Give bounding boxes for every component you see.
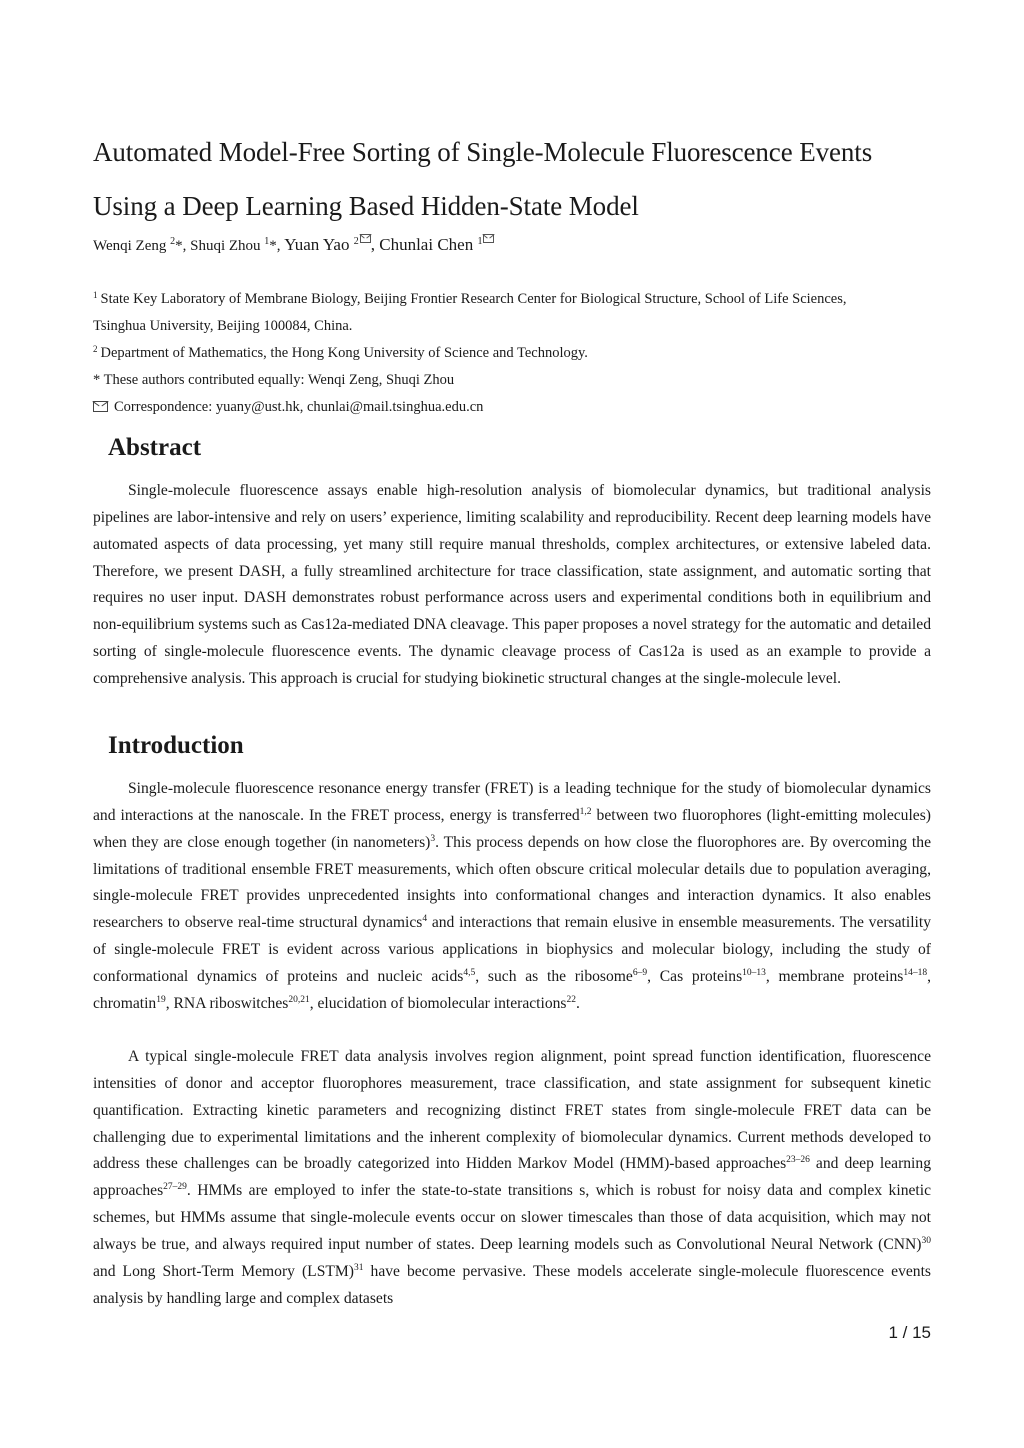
body-text: Single-molecule fluorescence resonance energy transfer (FRET) is a leading technique for the study of biomolecular dynamics and interactions at the nanoscale. In the FRET process, energy is transferred <box>93 780 931 824</box>
equal-contribution-mark: *, <box>269 238 285 254</box>
body-text: , membrane proteins <box>765 967 904 985</box>
author-affiliation-mark: 2 <box>170 236 176 247</box>
citation-superscript: 1,2 <box>579 806 592 817</box>
envelope-icon <box>360 234 371 243</box>
envelope-icon <box>93 401 108 412</box>
citation-superscript: 6–9 <box>632 967 648 978</box>
body-text: , chromatin <box>93 967 932 1012</box>
author-list <box>93 234 494 257</box>
affiliation-text: Department of Mathematics, the Hong Kong University of Science and Technology. <box>100 345 588 361</box>
body-text: , Cas proteins <box>647 967 743 985</box>
body-text: between two fluorophores (light-emitting molecules) when they are close enough together (in nanometers) <box>93 806 931 851</box>
citation-superscript: 4 <box>422 914 428 925</box>
introduction-paragraph-1 <box>93 776 931 1018</box>
body-text: . HMMs are employed to infer the state-to-state transitions s, which is robust for noisy data and complex kinetic schemes, but HMMs assume that single-molecule events occur on slower timescales than those of data acquisition, which may not always be true, and always required input number of states. Deep learning models such as Convolutional Neural Network (CNN) <box>93 1182 931 1253</box>
citation-superscript: 27–29 <box>163 1182 187 1193</box>
citation-superscript: 30 <box>921 1235 931 1246</box>
affiliation-2 <box>93 343 588 363</box>
body-text: and deep learning approaches <box>93 1155 931 1200</box>
body-text: and interactions that remain elusive in ensemble measurements. The versatility of single-molecule FRET is evident across various applications in biophysics and molecular biology, including the study of conformational dynamics of proteins and nucleic acids <box>93 914 932 985</box>
citation-superscript: 22 <box>566 994 576 1005</box>
body-text: . This process depends on how close the fluorophores are. By overcoming the limitations of traditional ensemble FRET measurements, which often obscure critical molecular details due to population averaging, single-molecule FRET provides unprecedented insights into conformational changes and interaction dynamics. It also enables researchers to observe real-time structural dynamics <box>93 833 931 932</box>
author-affiliation-mark: 1 <box>477 236 483 247</box>
citation-superscript: 20,21 <box>288 994 310 1005</box>
correspondence-text: Correspondence: yuany@ust.hk, chunlai@mail.tsinghua.edu.cn <box>114 399 484 415</box>
author-name: Shuqi Zhou <box>190 238 265 254</box>
citation-superscript: 4,5 <box>463 967 476 978</box>
equal-contribution-mark: *, <box>175 238 191 254</box>
citation-superscript: 14–18 <box>903 967 928 978</box>
introduction-paragraph-2 <box>93 1044 931 1312</box>
equal-contribution-note: * These authors contributed equally: Wenqi Zeng, Shuqi Zhou <box>93 372 455 388</box>
citation-superscript: 10–13 <box>742 967 766 978</box>
correspondence-note <box>93 397 483 417</box>
abstract-paragraph: Single-molecule fluorescence assays enable high-resolution analysis of biomolecular dynamics, but traditional analysis pipelines are labor-intensive and rely on users’ experience, limiting scalability and reproducibility. Recent deep learning models have automated aspects of data processing, yet many still require manual thresholds, complex architectures, or extensive labeled data. Therefore, we present DASH, a fully streamlined architecture for trace classification, state assignment, and automatic sorting that requires no user input. DASH demonstrates robust performance across users and experimental conditions both in equilibrium and non-equilibrium systems such as Cas12a-mediated DNA cleavage. This paper proposes a novel strategy for the automatic and detailed sorting of single-molecule fluorescence events. The dynamic cleavage process of Cas12a is used as an example to provide a comprehensive analysis. This approach is crucial for studying biokinetic structural changes at the single-molecule level. <box>93 482 931 687</box>
title-line-1: Automated Model-Free Sorting of Single-Molecule Fluorescence Events <box>93 137 873 167</box>
author-separator: , <box>370 235 380 254</box>
citation-superscript: 31 <box>353 1262 364 1273</box>
citation-superscript: 19 <box>156 994 166 1005</box>
body-text: A typical single-molecule FRET data analysis involves region alignment, point spread function identification, fluorescence intensities of donor and acceptor fluorophores measurement, trace classification, and state assignment for subsequent kinetic quantification. Extracting kinetic parameters and recognizing distinct FRET states from single-molecule FRET data can be challenging due to experimental limitations and the inherent complexity of biomolecular dynamics. Current methods developed to address these challenges can be broadly categorized into Hidden Markov Model (HMM)-based approaches <box>93 1048 931 1173</box>
citation-superscript: 3 <box>430 833 436 844</box>
introduction-heading: Introduction <box>108 732 244 759</box>
affiliation-number: 1 <box>93 290 98 300</box>
affiliation-text: State Key Laboratory of Membrane Biology, Beijing Frontier Research Center for Biological Structure, School of Life Sciences, <box>100 291 847 307</box>
body-text: and Long Short-Term Memory (LSTM) <box>93 1262 354 1280</box>
affiliation-1-continued: Tsinghua University, Beijing 100084, China. <box>93 318 353 334</box>
page-number: 1 / 15 <box>888 1323 931 1342</box>
author-name: Yuan Yao <box>284 235 354 254</box>
body-text: . <box>575 994 580 1012</box>
envelope-icon <box>483 234 494 243</box>
author-name: Chunlai Chen <box>379 235 478 254</box>
body-text: , RNA riboswitches <box>165 994 289 1012</box>
affiliation-1 <box>93 289 847 309</box>
affiliation-number: 2 <box>93 344 98 354</box>
author-affiliation-mark: 2 <box>353 236 359 247</box>
citation-superscript: 23–26 <box>786 1155 810 1166</box>
abstract-heading: Abstract <box>108 434 202 461</box>
body-text: have become pervasive. These models accelerate single-molecule fluorescence events analysis by handling large and complex datasets <box>93 1262 931 1307</box>
author-affiliation-mark: 1 <box>264 236 270 247</box>
author-name: Wenqi Zeng <box>93 238 171 254</box>
title-line-2: Using a Deep Learning Based Hidden-State Model <box>93 191 639 221</box>
body-text: , such as the ribosome <box>475 967 633 985</box>
body-text: , elucidation of biomolecular interactions <box>309 994 567 1012</box>
